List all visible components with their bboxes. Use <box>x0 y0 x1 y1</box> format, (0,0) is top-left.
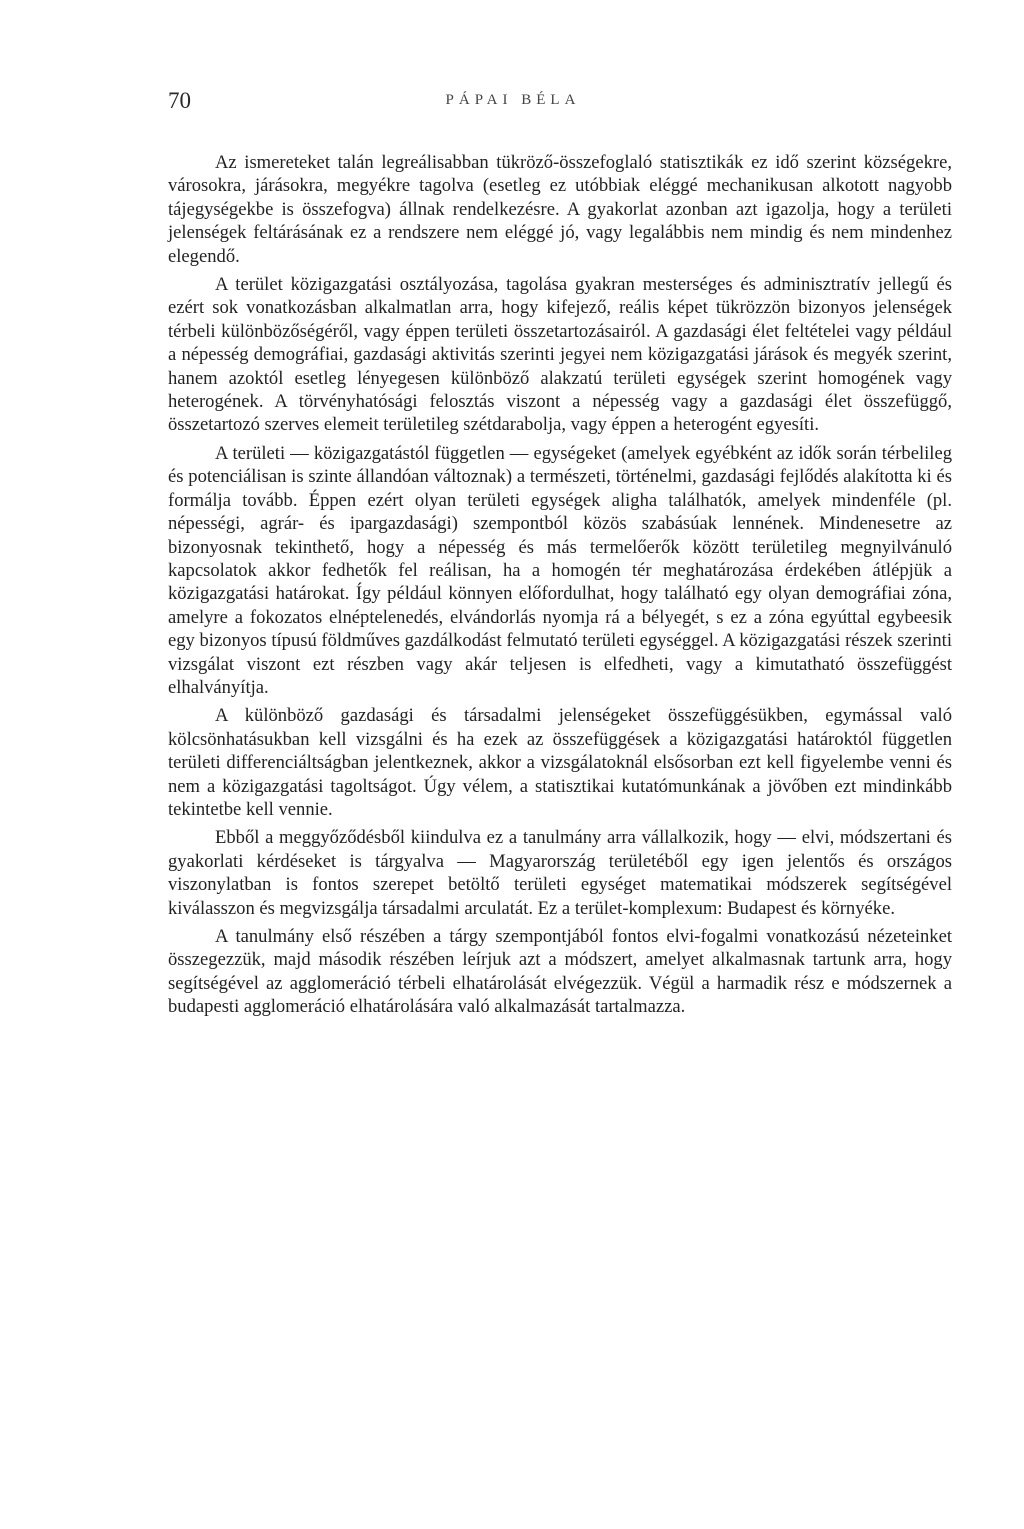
paragraph: A területi — közigazgatástól független — egységeket (amelyek egyébként az idők során térbelileg és potenciálisan is szinte állandóan változnak) a természeti, történelmi, gazdasági fejlődés alakította ki és formálja tovább. Éppen ezért olyan területi egységek aligha találhatók, amelyek mindenféle (pl. népességi, agrár- és ipargazdasági) szempontból közös szabásúak lennének. Mindenesetre az bizonyosnak tekinthető, hogy a népesség és más termelőerők között területileg megnyilvánuló kapcsolatok akkor fedhetők fel reálisan, ha a homogén tér meghatározása érdekében átlépjük a közigazgatási határokat. Így például könnyen előfordulhat, hogy található egy olyan demográfiai zóna, amelyre a fokozatos elnéptelenedés, elvándorlás nyomja rá a bélyegét, s ez a zóna egyúttal egybeesik egy bizonyos típusú földműves gazdálkodást felmutató területi egységgel. A közigazgatási részek szerinti vizsgálat viszont ezt részben vagy akár teljesen is elfedheti, vagy a kimutatható összefüggést elhalványítja. <box>168 442 952 698</box>
running-head: PÁPAI BÉLA <box>445 92 581 108</box>
page-number: 70 <box>168 88 191 113</box>
paragraph: A különböző gazdasági és társadalmi jelenségeket összefüggésükben, egymással való kölcsönhatásukban kell vizsgálni és ha ezek az összefüggések a közigazgatási határoktól független területi differenciáltságban jelentkeznek, akkor a vizsgálatoknál elsősorban ezt kell figyelembe venni és nem a közigazgatási tagoltságot. Úgy vélem, a statisztikai kutatómunkának a jövőben ezt mindinkább tekintetbe kell vennie. <box>168 705 952 820</box>
paragraph: A tanulmány első részében a tárgy szempontjából fontos elvi-fogalmi vonatkozású nézeteinket összegezzük, majd második részében leírjuk azt a módszert, amelyet alkalmasnak tartunk arra, hogy segítségével az agglomeráció térbeli elhatárolását elvégezzük. Végül a harmadik rész e módszernek a budapesti agglomeráció elhatárolására való alkalmazását tartalmazza. <box>168 926 952 1018</box>
body-text <box>168 151 952 1019</box>
paragraph: Az ismereteket talán legreálisabban tükröző-összefoglaló statisztikák ez idő szerint községekre, városokra, járásokra, megyékre tagolva (esetleg ez utóbbiak eléggé mechanikusan alkotott nagyobb tájegységekbe is összefogva) állnak rendelkezésre. A gyakorlat azonban azt igazolja, hogy a területi jelenségek feltárásának ez a rendszere nem eléggé jó, vagy legalábbis nem mindig és nem mindenhez elegendő. <box>168 152 952 267</box>
paragraph: A terület közigazgatási osztályozása, tagolása gyakran mesterséges és adminisztratív jellegű és ezért sok vonatkozásban alkalmatlan arra, hogy kifejező, reális képet tükrözzön bizonyos jelenségek térbeli különbözőségéről, vagy éppen területi összetartozásairól. A gazdasági élet feltételei vagy például a népesség demográfiai, gazdasági aktivitás szerinti jegyei nem közigazgatási járások és megyék szerint, hanem azoktól esetleg lényegesen különböző alakzatú területi egységek szerint homogének vagy heterogének. A törvényhatósági felosztás viszont a népesség vagy a gazdasági élet összefüggő, összetartozó szerves elemeit területileg szétdarabolja, vagy éppen a heterogént egyesíti. <box>168 274 952 436</box>
page-header <box>168 88 858 118</box>
paragraph: Ebből a meggyőződésből kiindulva ez a tanulmány arra vállalkozik, hogy — elvi, módszertani és gyakorlati kérdéseket is tárgyalva — Magyarország területéből egy igen jelentős és országos viszonylatban is fontos szerepet betöltő területi egységet matematikai módszerek segítségével kiválasszon és megvizsgálja társadalmi arculatát. Ez a terület-komplexum: Budapest és környéke. <box>168 827 952 919</box>
